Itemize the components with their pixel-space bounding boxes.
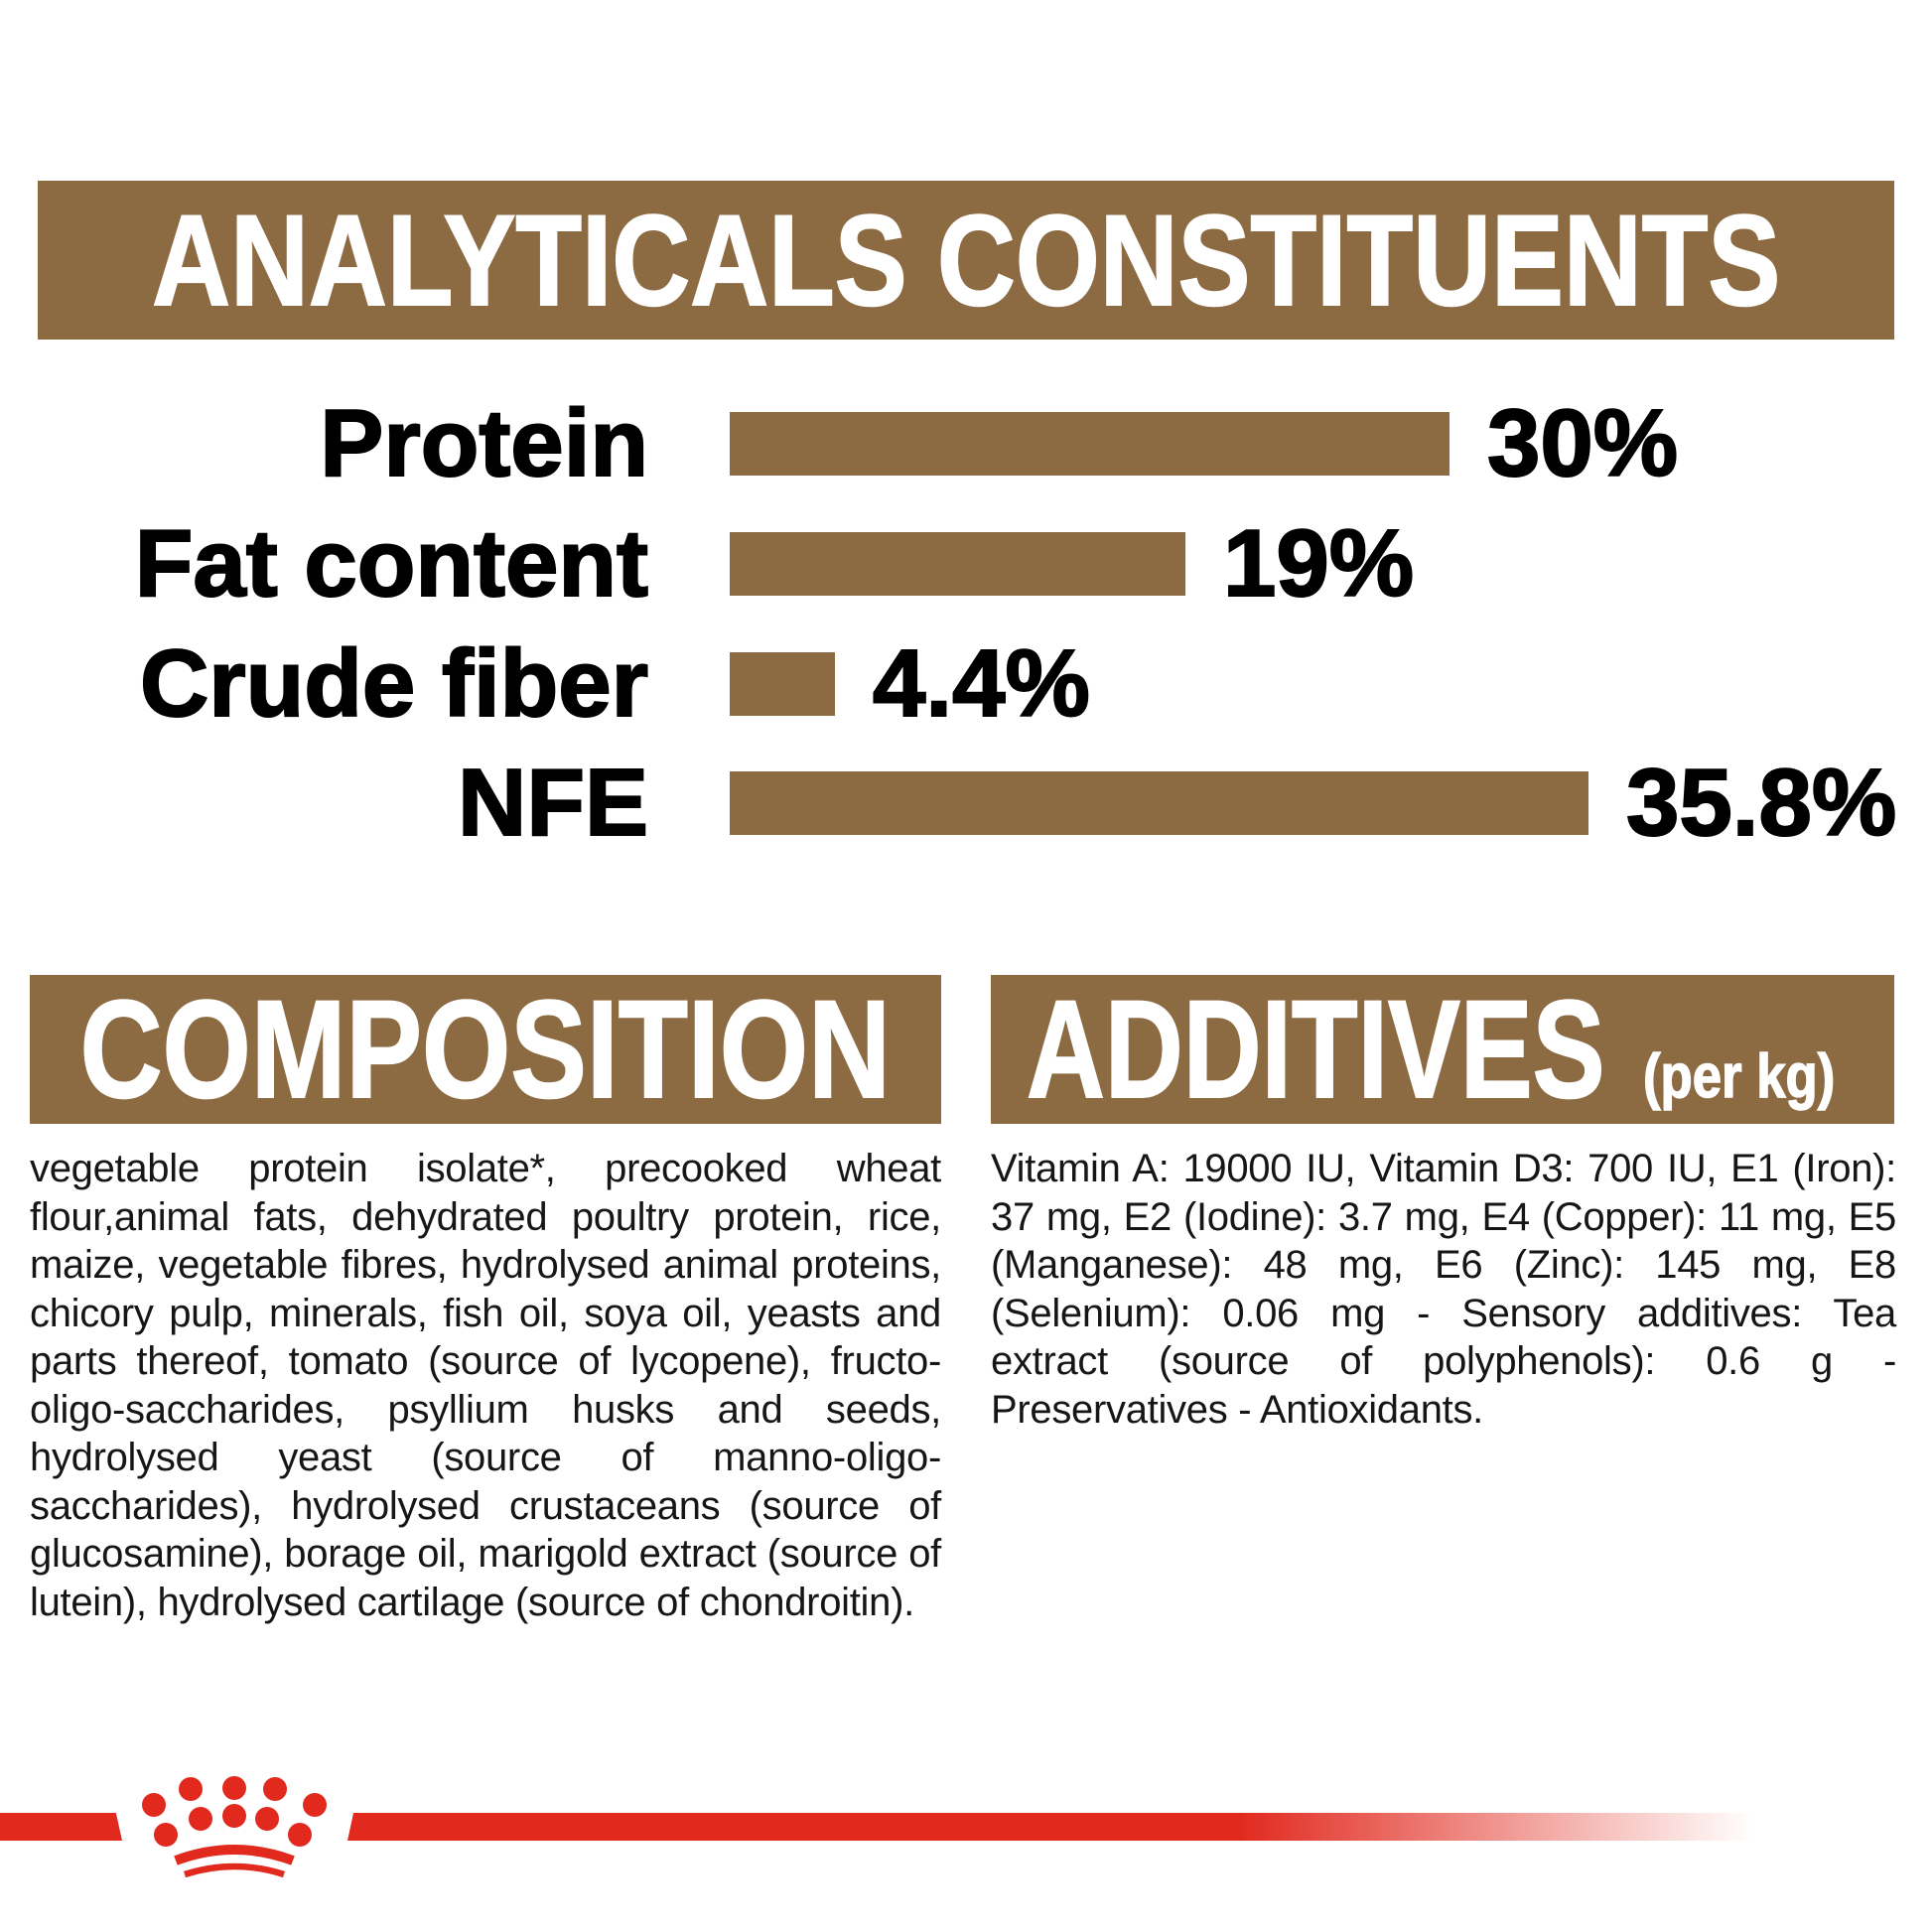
crown-arcs [176,1850,293,1874]
chart-category-label-nfe: NFE [458,750,648,856]
chart-category-label-fiber: Crude fiber [139,630,648,737]
chart-value-label-protein: 30% [1487,390,1679,496]
chart-value-label-nfe: 35.8% [1626,750,1897,856]
composition-section-header [30,971,941,1127]
red-stripe-right [347,1813,1782,1841]
chart-bar-nfe [730,771,1588,835]
chart-bar-protein [730,412,1449,476]
crown-dots [142,1776,327,1847]
royal-canin-crown-logo [119,1757,357,1896]
additives-title: ADDITIVES [1027,971,1605,1127]
analyticals-section-header [38,181,1894,340]
analyticals-title: ANALYTICALS CONSTITUENTS [151,188,1781,333]
chart-category-label-protein: Protein [320,390,648,496]
chart-value-label-fat: 19% [1223,510,1415,617]
composition-ingredients-text: vegetable protein isolate*, precooked wheat flour,animal fats, dehydrated poultry protein, rice, maize, vegetable fibres, hydrolysed animal proteins, chicory pulp, minerals, fish oil, soya oil, yeasts and parts thereof, tomato (source of lycopene), fructo-oligo-saccharides, psyllium husks and seeds, hydrolysed yeast (source of manno-oligo-saccharides), hydrolysed crustaceans (source of glucosamine), borage oil, marigold extract (source of lutein), hydrolysed cartilage (source of chondroitin). [30,1147,941,1624]
composition-title: COMPOSITION [79,971,892,1127]
chart-category-label-fat: Fat content [134,510,648,617]
additives-section-header [991,971,1894,1127]
chart-value-label-fiber: 4.4% [873,630,1090,737]
chart-bar-fiber [730,652,835,716]
additives-vitamins-text: Vitamin A: 19000 IU, Vitamin D3: 700 IU, E1 (Iron): 37 mg, E2 (Iodine): 3.7 mg, E4 (Copper): 11 mg, E5 (Manganese): 48 mg, E6 (Zinc): 145 mg, E8 (Selenium): 0.06 mg - Sensory additives: Tea extract (source of polyphenols): 0.6 g - Preservatives - Antioxidants. [991,1147,1896,1432]
red-stripe-left [0,1813,122,1841]
chart-bar-fat [730,532,1185,596]
additives-title-suffix: (per kg) [1642,1042,1836,1111]
